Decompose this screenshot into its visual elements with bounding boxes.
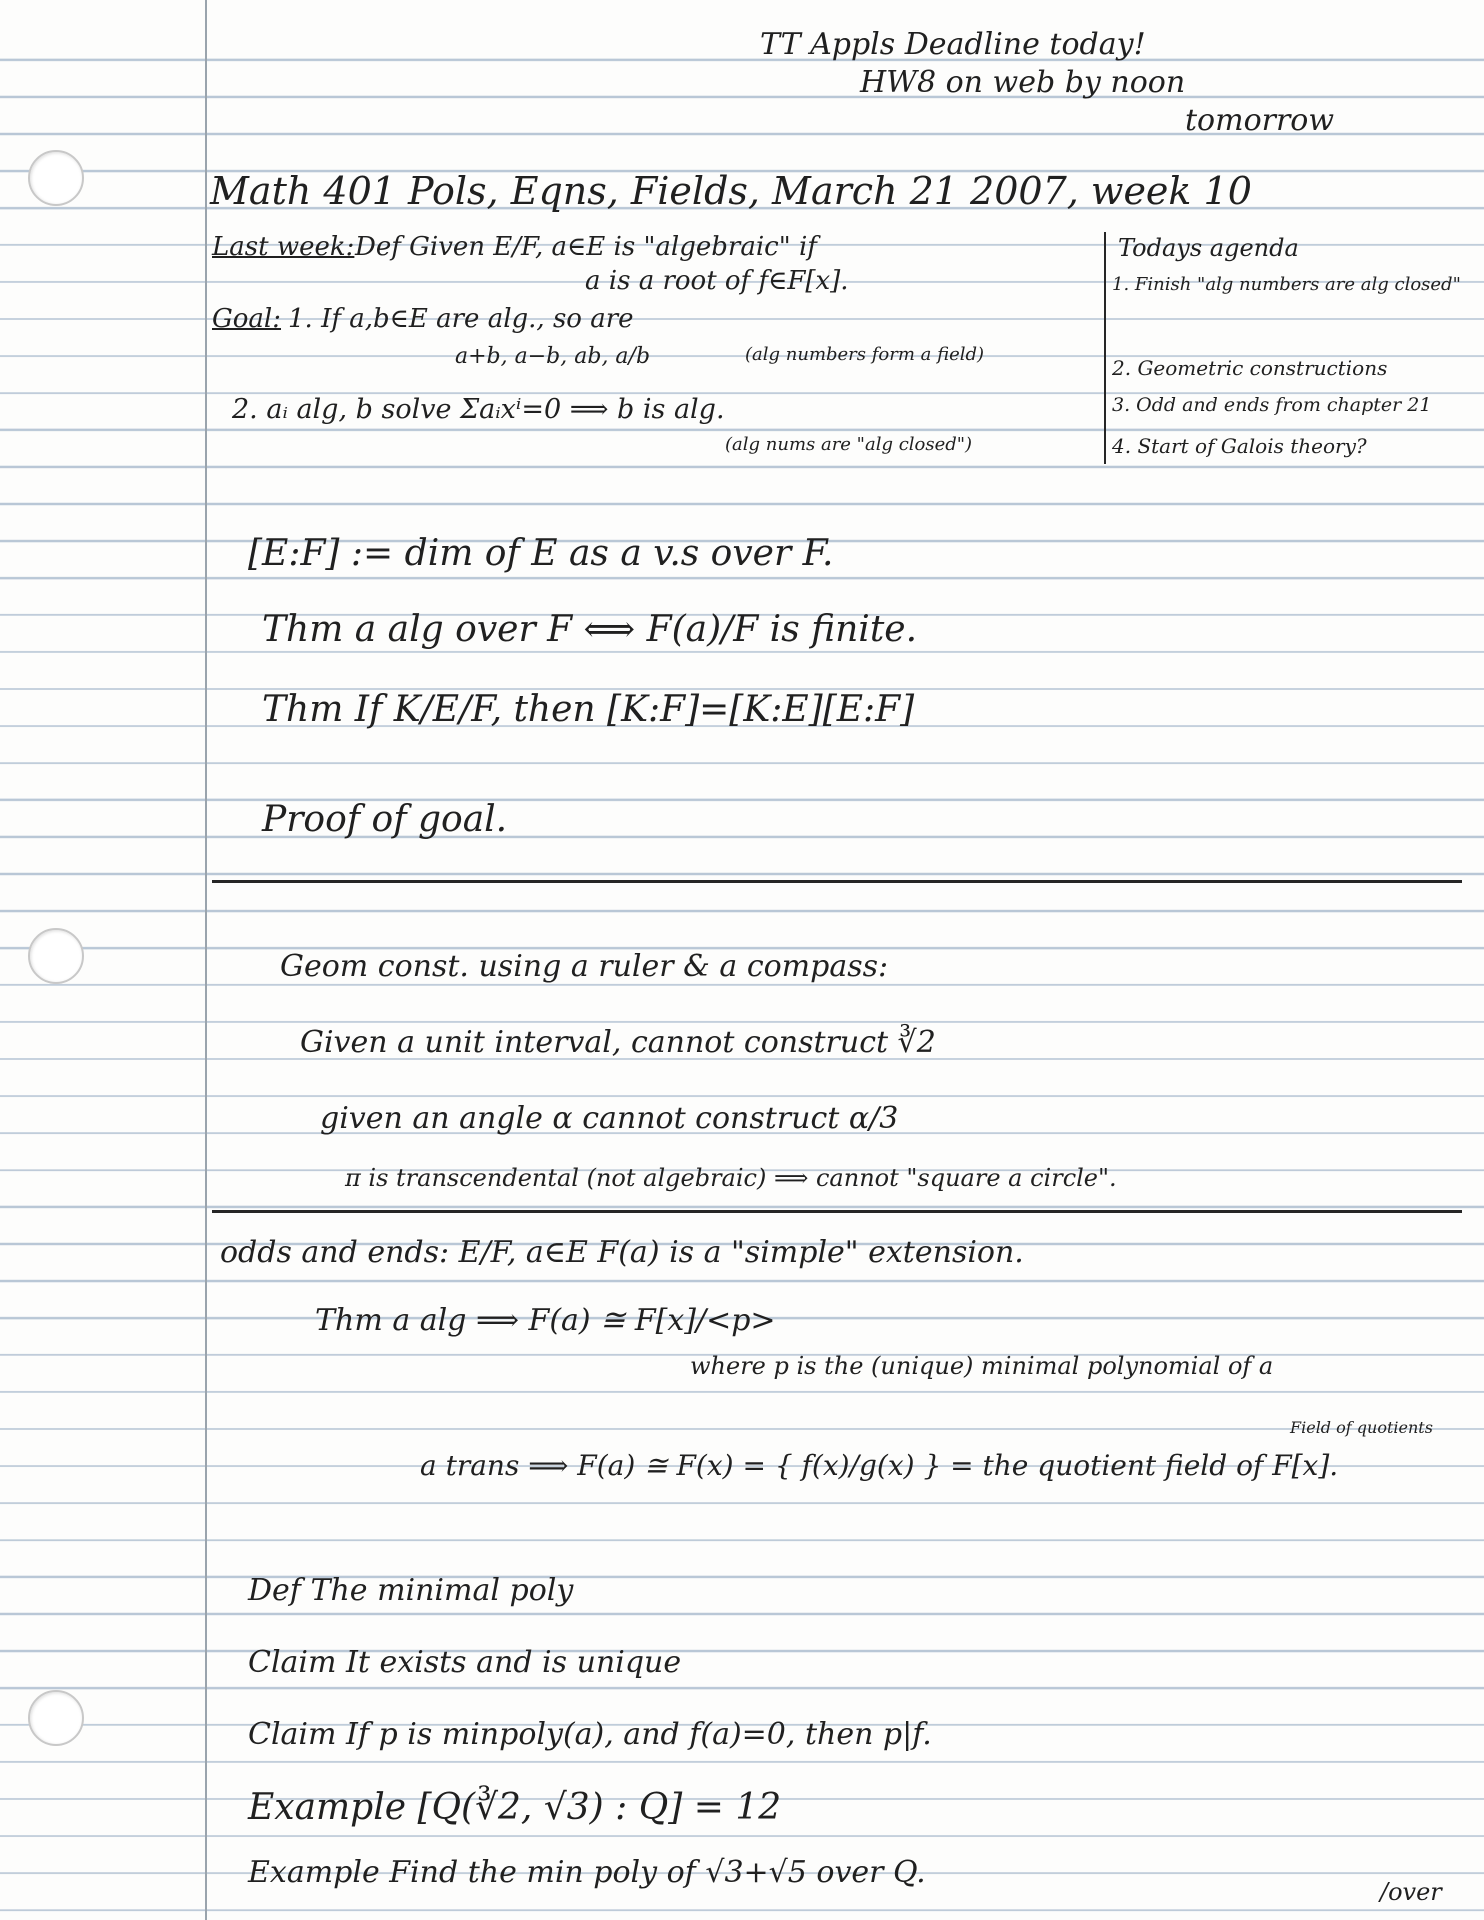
example-min-poly: Example Find the min poly of √3+√5 over Q. — [248, 1855, 926, 1890]
proof-of-goal: Proof of goal. — [262, 799, 508, 840]
claim-divides: Claim If p is minpoly(a), and f(a)=0, then p|f. — [248, 1717, 932, 1752]
algebraic-definition: Def Given E/F, a∈E is "algebraic" if — [355, 232, 817, 262]
agenda-item-1: 1. Finish "alg numbers are alg closed" — [1112, 274, 1461, 295]
goal-1: 1. If a,b∈E are alg., so are — [288, 304, 634, 334]
last-week-label: Last week: — [212, 232, 355, 262]
transcendental-case: a trans ⟹ F(a) ≅ F(x) = { f(x)/g(x) } = the quotient field of F[x]. — [420, 1449, 1339, 1482]
agenda-item-4: 4. Start of Galois theory? — [1112, 434, 1367, 458]
reminder-homework: HW8 on web by noon — [860, 65, 1186, 100]
margin-line — [205, 0, 207, 1920]
definition-minimal-poly: Def The minimal poly — [248, 1573, 574, 1608]
reminder-deadline: TT Appls Deadline today! — [760, 27, 1146, 62]
goal-label: Goal: — [212, 304, 281, 334]
reminder-tomorrow: tomorrow — [1185, 103, 1335, 138]
page-title: Math 401 Pols, Eqns, Fields, March 21 2007, week 10 — [210, 169, 1252, 213]
agenda-title: Todays agenda — [1118, 234, 1299, 262]
section-divider-1 — [212, 880, 1462, 883]
example-degree-12: Example [Q(∛2, √3) : Q] = 12 — [248, 1787, 782, 1828]
agenda-divider — [1104, 232, 1106, 464]
goal-1-operations: a+b, a−b, ab, a/b — [455, 344, 651, 369]
degree-definition: [E:F] := dim of E as a v.s over F. — [248, 533, 834, 574]
minimal-polynomial-note: where p is the (unique) minimal polynomial of a — [690, 1352, 1274, 1380]
punch-hole-top — [28, 150, 84, 206]
punch-hole-bottom — [28, 1690, 84, 1746]
theorem-tower-law: Thm If K/E/F, then [K:F]=[K:E][E:F] — [262, 689, 915, 730]
theorem-algebraic-finite: Thm a alg over F ⟺ F(a)/F is finite. — [262, 609, 918, 650]
goal-2: 2. aᵢ alg, b solve Σaᵢxⁱ=0 ⟹ b is alg. — [232, 394, 725, 425]
cannot-construct-cube-root: Given a unit interval, cannot construct ∛2 — [300, 1025, 936, 1060]
cannot-square-circle: π is transcendental (not algebraic) ⟹ cannot "square a circle". — [345, 1164, 1117, 1192]
goal-1-note: (alg numbers form a field) — [745, 344, 985, 365]
geometric-constructions-intro: Geom const. using a ruler & a compass: — [280, 949, 889, 984]
simple-extension-note: odds and ends: E/F, a∈E F(a) is a "simple" extension. — [220, 1235, 1024, 1270]
punch-hole-middle — [28, 928, 84, 984]
section-divider-2 — [212, 1210, 1462, 1213]
agenda-item-2: 2. Geometric constructions — [1112, 356, 1388, 380]
cannot-trisect-angle: given an angle α cannot construct α/3 — [320, 1101, 899, 1136]
algebraic-definition-cont: a is a root of f∈F[x]. — [585, 266, 849, 296]
goal-2-note: (alg nums are "alg closed") — [725, 434, 973, 455]
theorem-algebraic-quotient: Thm a alg ⟹ F(a) ≅ F[x]/<p> — [315, 1303, 776, 1338]
claim-exists-unique: Claim It exists and is unique — [248, 1645, 682, 1680]
agenda-item-3: 3. Odd and ends from chapter 21 — [1112, 394, 1432, 416]
over-note: /over — [1380, 1878, 1442, 1906]
field-of-quotients-note: Field of quotients — [1290, 1418, 1433, 1437]
